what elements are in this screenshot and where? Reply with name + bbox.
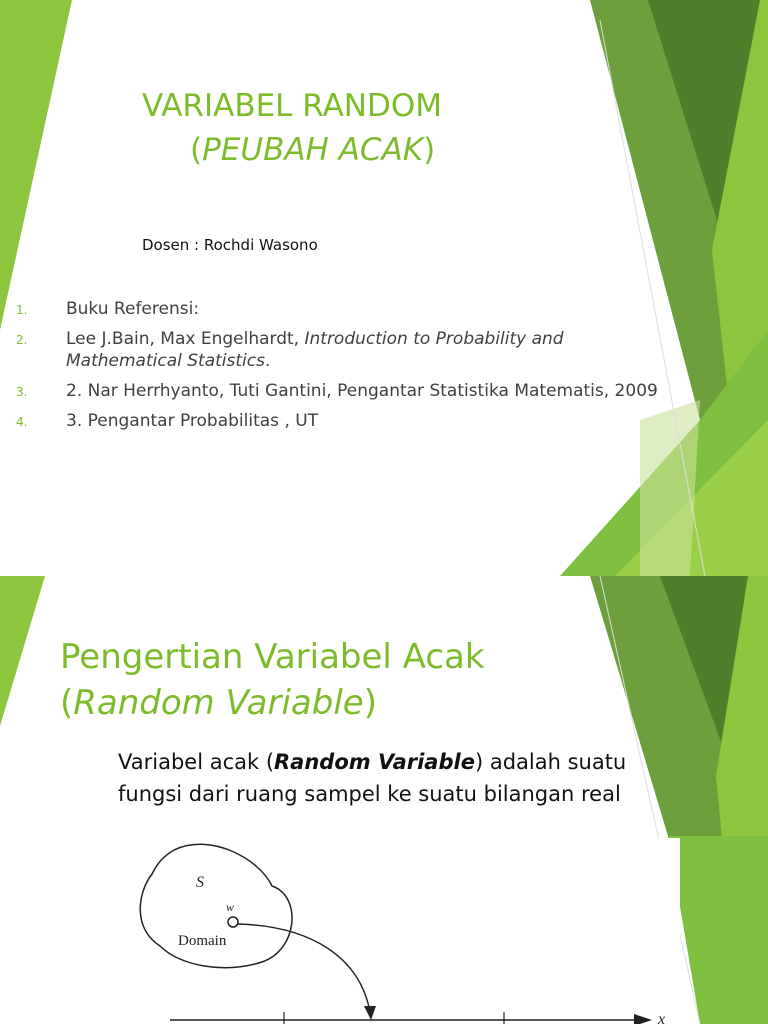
point-label: w (226, 900, 235, 914)
slide-2-title (60, 634, 485, 726)
reference-number: 3. (16, 385, 28, 399)
title-line-1: VARIABEL RANDOM (142, 88, 442, 124)
reference-item: 4. 3. Pengantar Probabilitas , UT (16, 411, 319, 431)
reference-list (0, 298, 660, 440)
sample-point (228, 917, 238, 927)
slide-1-title (142, 84, 442, 172)
slide-2 (0, 576, 768, 1024)
reference-item: 3. 2. Nar Herrhyanto, Tuti Gantini, Pengantar Statistika Matematis, 2009 (16, 381, 658, 401)
reference-number: 2. (16, 333, 28, 347)
definition-text: Variabel acak (Random Variable) adalah suatu fungsi dari ruang sampel ke suatu bilangan real (118, 750, 627, 806)
reference-number: 4. (16, 415, 28, 429)
mapping-arrowhead (364, 1006, 376, 1020)
axis-label: x (658, 1011, 666, 1024)
domain-label: Domain (178, 933, 227, 949)
axis-arrowhead (634, 1014, 652, 1024)
title-line-1: Pengertian Variabel Acak (60, 637, 485, 677)
mapping-arrow (238, 924, 370, 1012)
reference-item: 1. Buku Referensi: (16, 299, 200, 319)
sample-space-blob (140, 844, 292, 967)
title-line-2: (Random Variable) (60, 683, 377, 723)
title-line-2: (PEUBAH ACAK) (190, 132, 436, 168)
set-label: S (196, 874, 204, 891)
lecturer-name: Dosen : Rochdi Wasono (142, 236, 318, 254)
reference-item: 2. Lee J.Bain, Max Engelhardt, Introduction to Probability and Mathematical Statistics. (16, 329, 564, 371)
random-variable-diagram (112, 838, 680, 1024)
reference-number: 1. (16, 303, 28, 317)
